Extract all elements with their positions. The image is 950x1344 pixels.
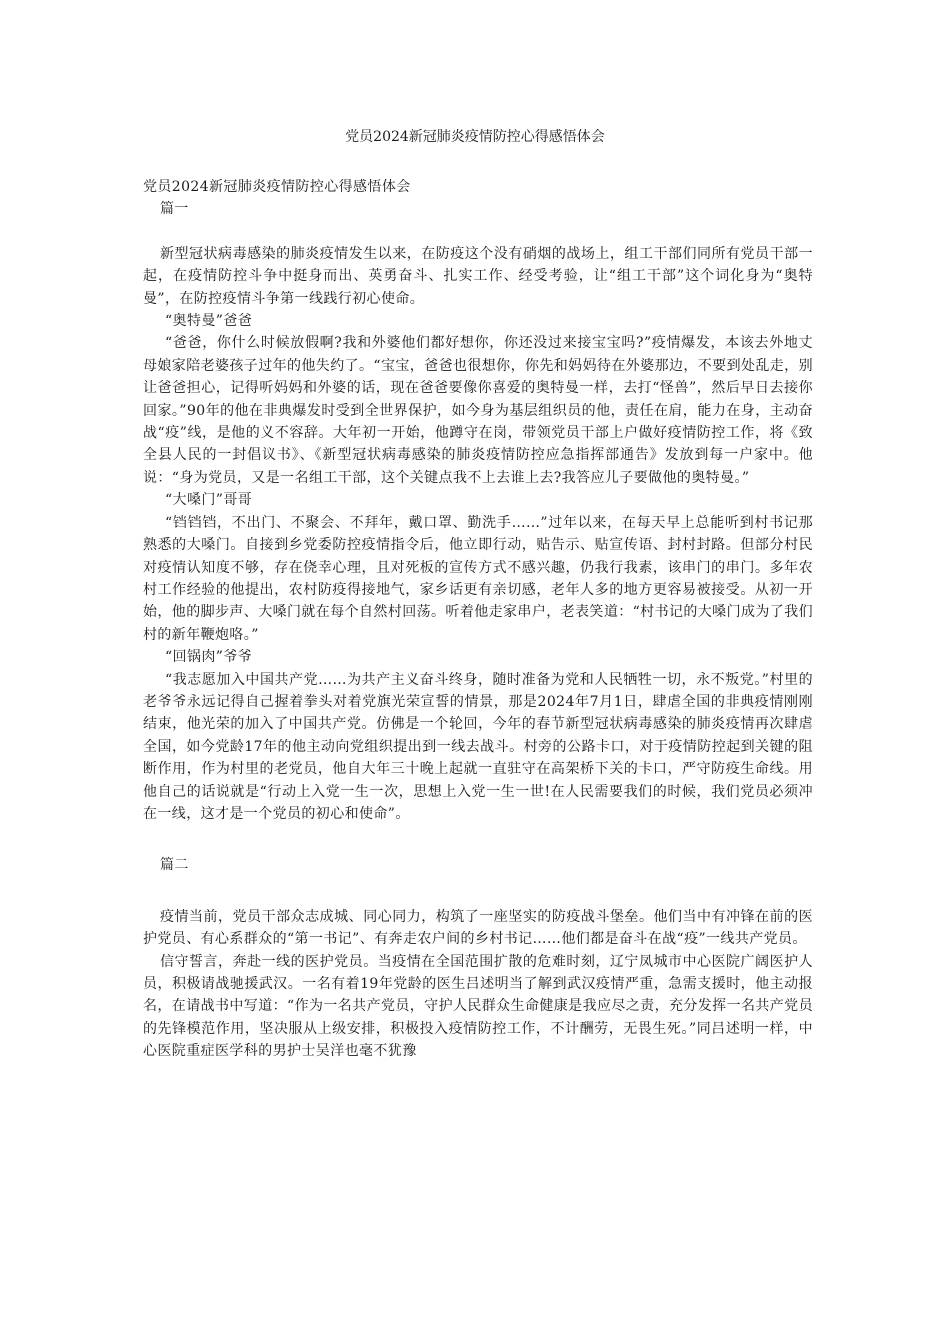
paragraph-medical-staff: 信守誓言，奔赴一线的医护党员。当疫情在全国范围扩散的危难时刻，辽宁凤城市中心医院广阔医护人员，积极请战驰援武汉。一名有着19年党龄的医生吕述明当了解到武汉疫情严重，急需支援时，他主动报名，在请战书中写道：“作为一名共产党员，守护人民群众生命健康是我应尽之责，充分发挥一名共产党员的先锋模范作用，坚决服从上级安排，积极投入疫情防控工作，不计酬劳，无畏生死。”同吕述明一样，中心医院重症医学科的男护士吴洋也毫不犹豫 <box>143 953 813 1060</box>
section-title-grandpa: “回锅肉”爷爷 <box>165 649 253 666</box>
section-title-ultraman-dad: “奥特曼”爸爸 <box>165 313 253 330</box>
paragraph-intro: 新型冠状病毒感染的肺炎疫情发生以来，在防疫这个没有硝烟的战场上，组工干部们同所有党员干部一起，在疫情防控斗争中挺身而出、英勇奋斗、扎实工作、经受考验，让“组工干部”这个词化身为“奥特曼”，在防控疫情斗争第一线践行初心使命。 <box>143 245 813 307</box>
part-label-1: 篇一 <box>160 201 189 218</box>
paragraph-part2-intro: 疫情当前，党员干部众志成城、同心同力，构筑了一座坚实的防疫战斗堡垒。他们当中有冲锋在前的医护党员、有心系群众的“第一书记”、有奔走农户间的乡村书记……他们都是奋斗在战“疫”一线共产党员。 <box>143 908 813 948</box>
paragraph-grandpa: “我志愿加入中国共产党……为共产主义奋斗终身，随时准备为党和人民牺牲一切，永不叛党。”村里的老爷爷永远记得自己握着拳头对着党旗光荣宣誓的情景，那是2024年7月1日，肆虐全国的非典疫情刚刚结束，他光荣的加入了中国共产党。仿佛是一个轮回，今年的春节新型冠状病毒感染的肺炎疫情再次肆虐全国，如今党龄17年的他主动向党组织提出到一线去战斗。村旁的公路卡口，对于疫情防控起到关键的阻断作用，作为村里的老党员，他自大年三十晚上起就一直驻守在高架桥下关的卡口，严守防疫生命线。用他自己的话说就是“行动上入党一生一次，思想上入党一生一世!在人民需要我们的时候，我们党员必须冲在一线，这才是一个党员的初心和使命”。 <box>143 671 813 822</box>
document-body <box>143 176 813 1063</box>
paragraph-ultraman-dad: “爸爸，你什么时候放假啊?我和外婆他们都好想你，你还没过来接宝宝吗?”疫情爆发，本该去外地丈母娘家陪老婆孩子过年的他失约了。“宝宝，爸爸也很想你，你先和妈妈待在外婆那边，不要到处乱走，别让爸爸担心，记得听妈妈和外婆的话，现在爸爸要像你喜爱的奥特曼一样，去打“怪兽”，然后早日去接你回家。”90年的他在非典爆发时受到全世界保护，如今身为基层组织员的他，责任在肩，能力在身，主动奋战“疫”线，是他的义不容辞。大年初一开始，他蹲守在岗，带领党员干部上户做好疫情防控工作，将《致全县人民的一封倡议书》、《新型冠状病毒感染的肺炎疫情防控应急指挥部通告》发放到每一户家中。他说：“身为党员，又是一名组工干部，这个关键点我不上去谁上去?我答应儿子要做他的奥特曼。” <box>143 335 813 486</box>
spacer <box>143 221 813 243</box>
section-title-loud-voice: “大嗓门”哥哥 <box>165 492 253 509</box>
paragraph-loud-voice: “铛铛铛，不出门、不聚会、不拜年，戴口罩、勤洗手……”过年以来，在每天早上总能听到村书记那熟悉的大嗓门。自接到乡党委防控疫情指令后，他立即行动，贴告示、贴宣传语、封村封路。但部分村民对疫情认知度不够，存在侥幸心理，且对死板的宣传方式不感兴趣，仍我行我素，该串门的串门。多年农村工作经验的他提出，农村防疫得接地气，家乡话更有亲切感，老年人多的地方更容易被接受。从初一开始，他的脚步声、大嗓门就在每个自然村回荡。听着他走家串户，老表笑道：“村书记的大嗓门成为了我们村的新年鞭炮咯。” <box>143 514 813 643</box>
spacer <box>143 877 813 906</box>
part-label-2: 篇二 <box>160 857 189 874</box>
spacer <box>143 825 813 854</box>
document-heading: 党员2024新冠肺炎疫情防控心得感悟体会 <box>143 179 411 195</box>
page-title: 党员2024新冠肺炎疫情防控心得感悟体会 <box>345 129 605 145</box>
